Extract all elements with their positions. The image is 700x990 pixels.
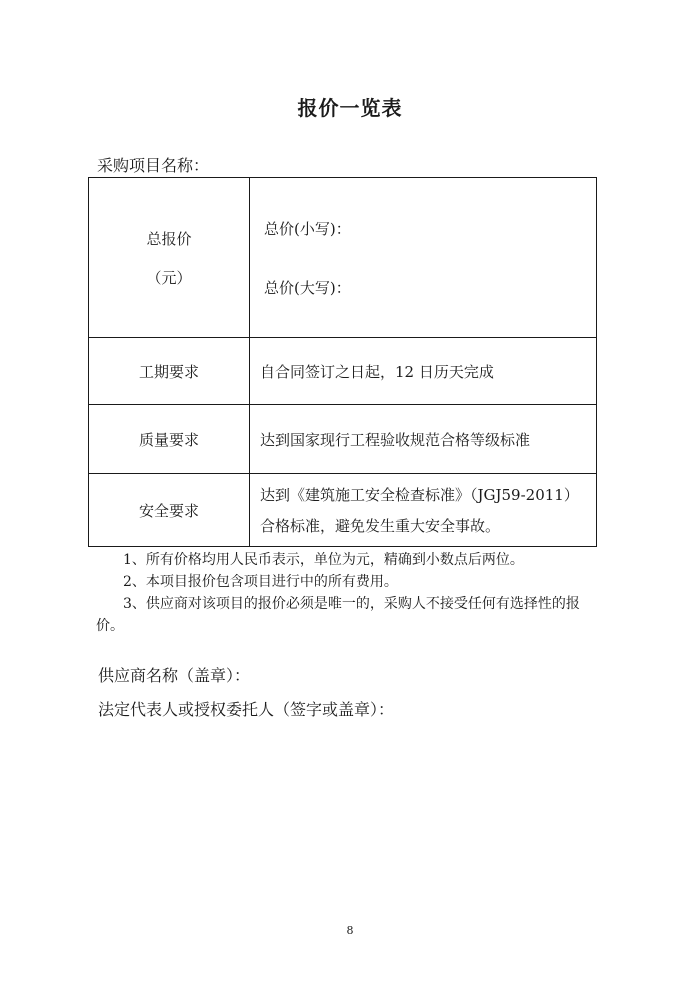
period-value: 自合同签订之日起，12 日历天完成 [250, 338, 597, 405]
note-item: 2、本项目报价包含项目进行中的所有费用。 [123, 574, 398, 590]
quality-value: 达到国家现行工程验收规范合格等级标准 [250, 405, 597, 474]
total-price-label-cell [89, 178, 250, 338]
note-item: 3、供应商对该项目的报价必须是唯一的，采购人不接受任何有选择性的报价。 [96, 596, 580, 634]
safety-value-line1: 达到《建筑施工安全检查标准》（JGJ59-2011） [260, 486, 579, 504]
safety-label: 安全要求 [89, 474, 250, 547]
quote-table [88, 177, 597, 547]
supplier-name-label: 供应商名称（盖章）： [98, 666, 251, 685]
table-row-quality [89, 405, 597, 474]
page-number: 8 [346, 924, 354, 937]
total-price-unit: （元） [146, 268, 192, 287]
period-label: 工期要求 [89, 338, 250, 405]
price-uppercase-field[interactable]: 总价(大写)： [264, 278, 351, 297]
table-row-period [89, 338, 597, 405]
note-item: 1、所有价格均用人民币表示，单位为元，精确到小数点后两位。 [123, 552, 524, 568]
table-row-safety [89, 474, 597, 547]
price-lowercase-field[interactable]: 总价(小写)： [264, 219, 351, 238]
page-title: 报价一览表 [297, 96, 403, 120]
quality-label: 质量要求 [89, 405, 250, 474]
project-name-label: 采购项目名称： [97, 156, 210, 175]
notes-section [96, 549, 606, 637]
legal-representative-label: 法定代表人或授权委托人（签字或盖章）： [98, 700, 395, 719]
total-price-value-cell [250, 178, 597, 338]
total-price-label: 总报价 [146, 229, 192, 248]
safety-value-cell [250, 474, 597, 547]
table-row-total-price [89, 178, 597, 338]
safety-value-line2: 合格标准，避免发生重大安全事故。 [260, 517, 501, 535]
